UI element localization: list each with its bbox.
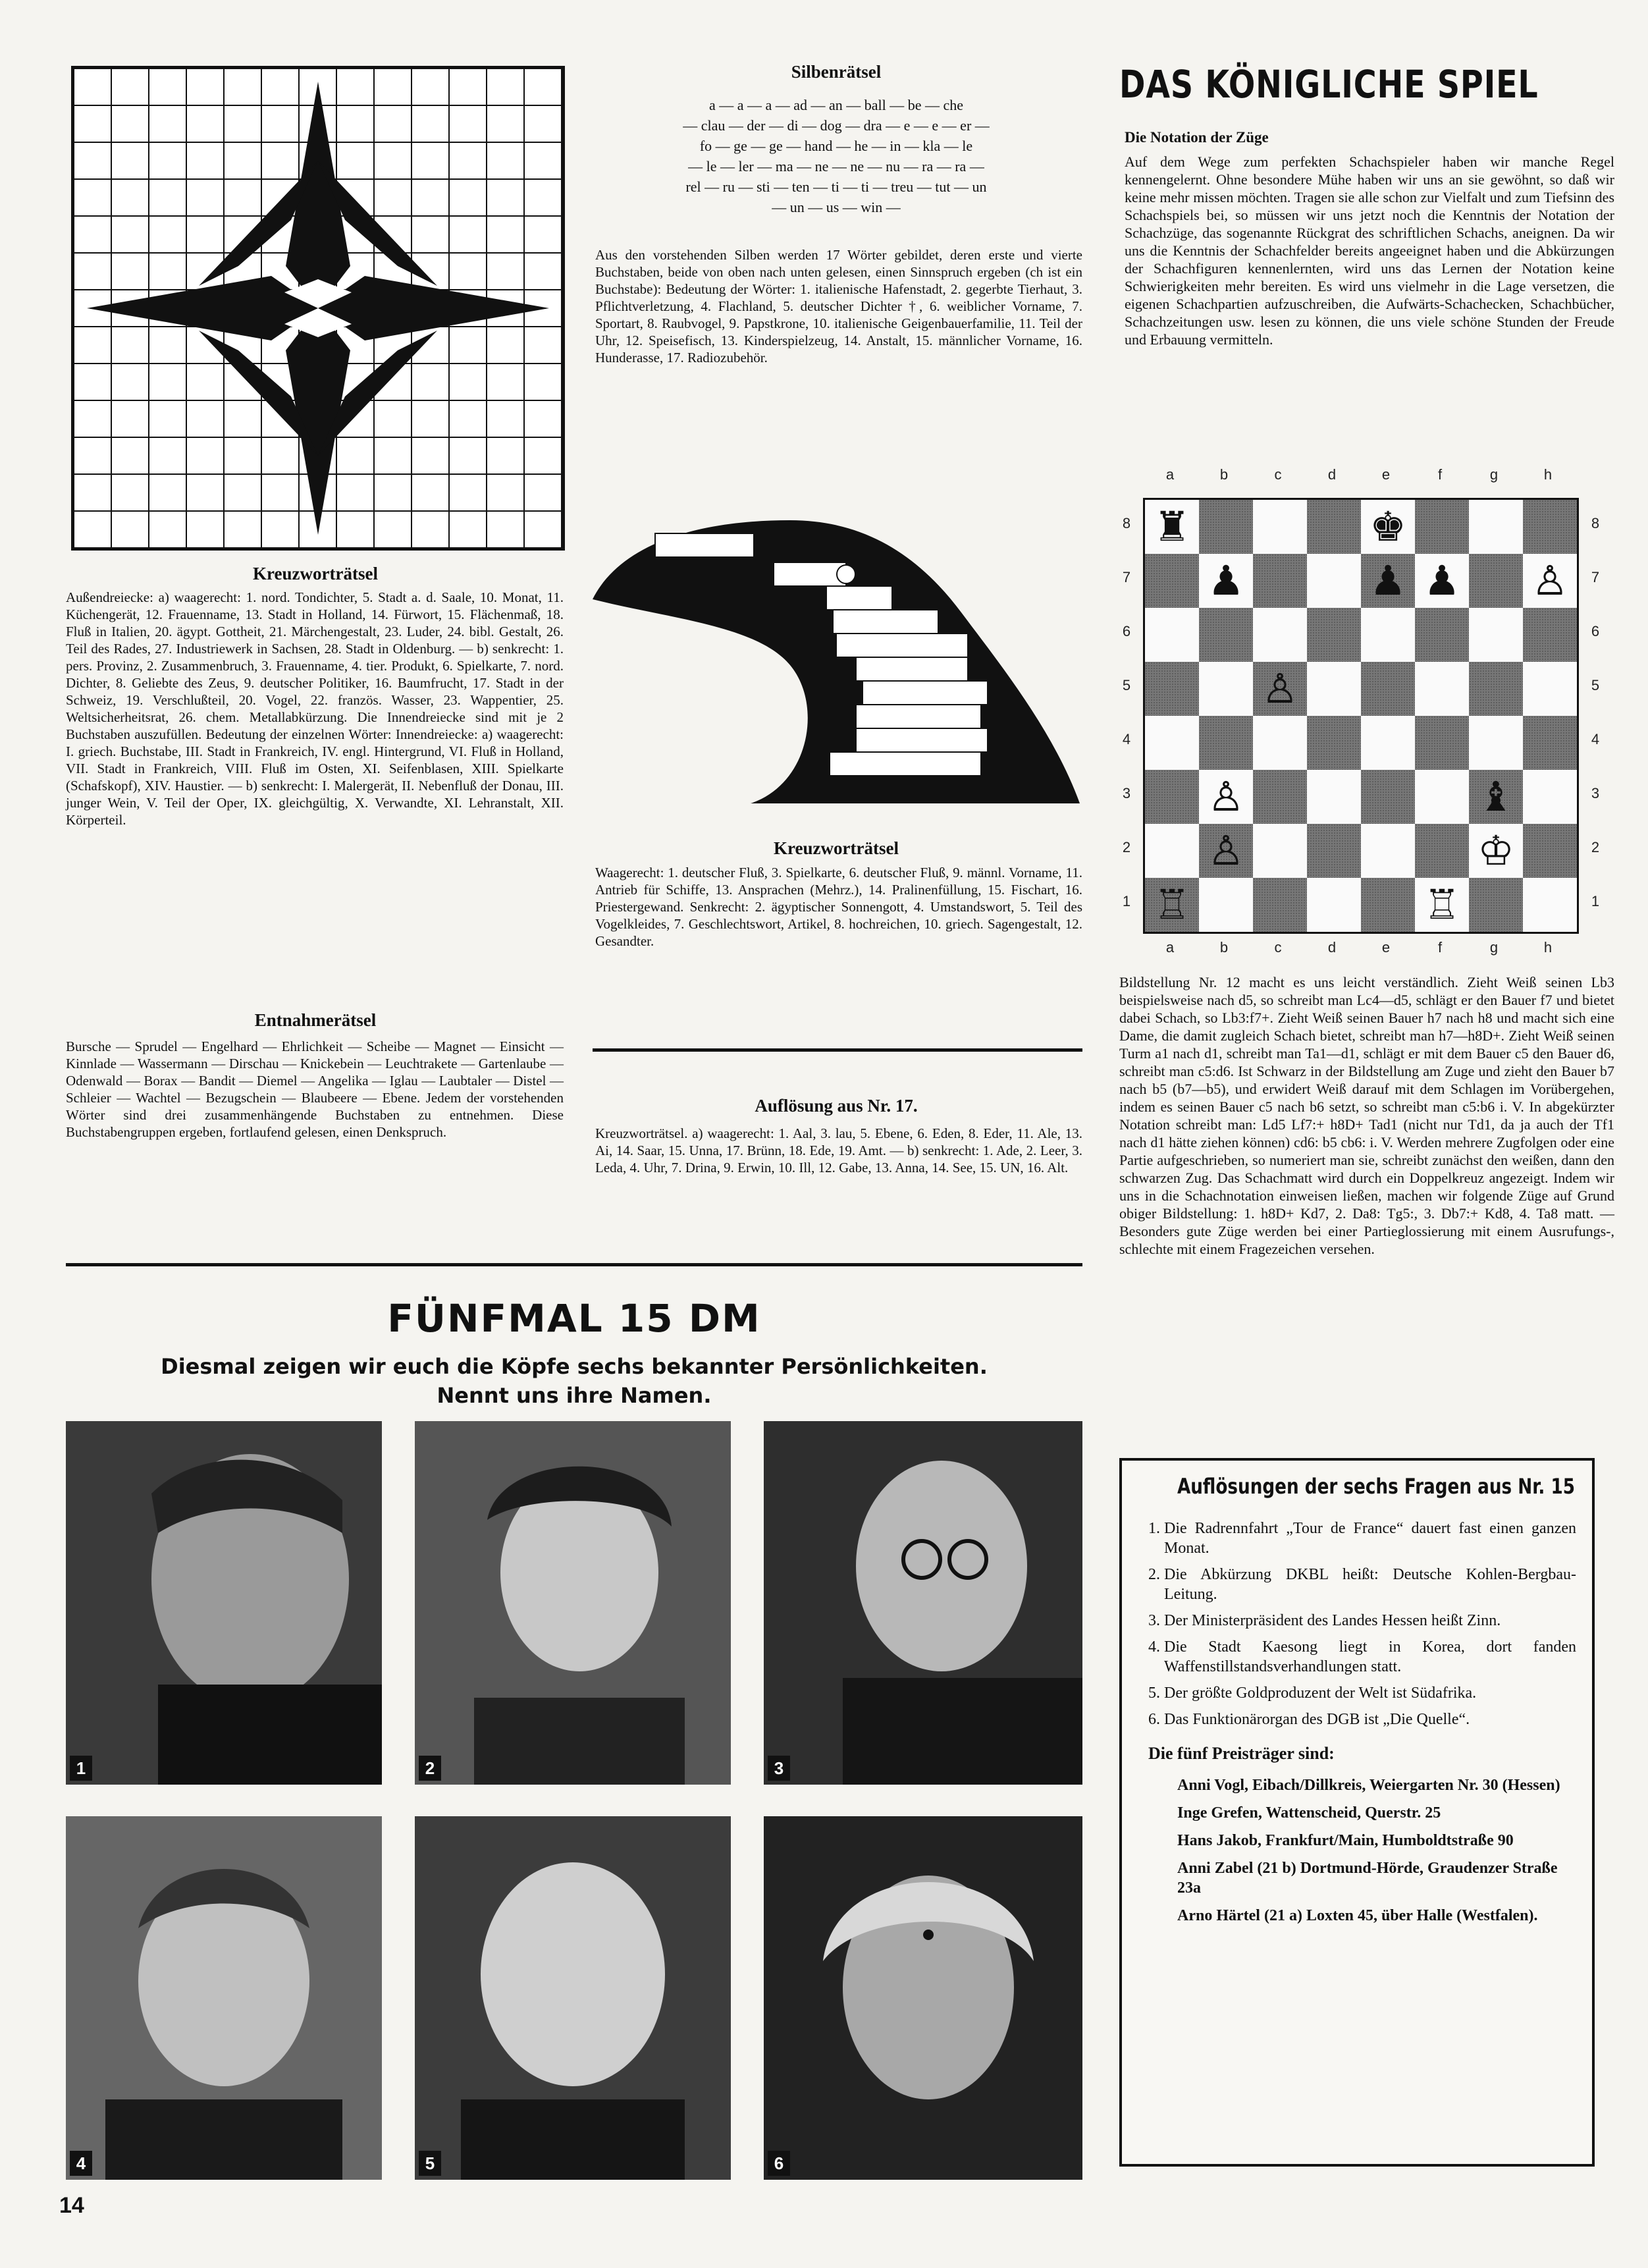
board-square [1145, 608, 1199, 662]
kreuzwort2-text: Waagerecht: 1. deutscher Fluß, 3. Spielkarte, 6. deutscher Fluß, 9. männl. Vorname, 11. Antrieb für Schiffe, 13. Ansprachen (Mehrz.), 14. Pralinenfüllung, 15. Fischart, 16. Priestergewand. Senkrecht: 2. ägyptischer Sonnengott, 4. Umstandswort, 5. Teil des Vogelkleides, 7. Geschlechtswort, Artikel, 8. hochreichen, 10. griech. Sagengestalt, 12. Gesandter. [595, 865, 1082, 949]
page-number: 14 [59, 2193, 84, 2218]
board-square [1469, 608, 1523, 662]
board-square [1469, 824, 1523, 878]
rank-label: 1 [1122, 893, 1131, 909]
chess-piece: ♜ [1154, 502, 1190, 551]
board-files-bottom [1143, 939, 1578, 959]
board-square [1253, 554, 1307, 608]
syllable-line: — le — ler — ma — ne — ne — nu — ra — ra — [688, 158, 984, 175]
board-square [1361, 824, 1415, 878]
answers-title: Auflösungen der sechs Fragen aus Nr. 15 [1177, 1474, 1576, 1499]
file-label: b [1219, 466, 1229, 483]
quiz-title: FÜNFMAL 15 DM [387, 1296, 761, 1341]
board-square [1415, 554, 1469, 608]
answer-item: 1. Die Radrennfahrt „Tour de France“ dauert fast einen ganzen Monat. [1164, 1519, 1576, 1558]
board-square [1415, 716, 1469, 770]
file-label: b [1219, 939, 1229, 956]
photo-number: 6 [768, 2151, 790, 2176]
portrait-photo-4 [66, 1816, 382, 2180]
board-square [1199, 608, 1253, 662]
board-ranks-right [1585, 498, 1605, 930]
answers-box [1119, 1458, 1595, 2167]
file-label: a [1165, 466, 1175, 483]
chess-piece: ♟ [1369, 556, 1406, 605]
silben-syllables [593, 95, 1080, 217]
board-square [1253, 824, 1307, 878]
board-ranks-left [1117, 498, 1136, 930]
entnahme-text: Bursche — Sprudel — Engelhard — Ehrlichkeit — Scheibe — Magnet — Einsicht — Kinnlade — Wassermann — Dirschau — Knickebein — Leuchtrakete — Gartenlaube — Odenwald — Borax — Bandit — Diemel — Angelika — Iglau — Laubtaler — Distel — Schleier — Wachtel — Bezugschein — Blaubeere — Ebene. Jedem der vorstehenden Wörter sind drei zusammenhängende Buchstaben zu entnehmen. Diese Buchstabengruppen ergeben, fortlaufend gelesen, einen Denkspruch. [66, 1039, 564, 1140]
board-square [1307, 500, 1361, 554]
file-label: a [1165, 939, 1175, 956]
board-square [1199, 716, 1253, 770]
board-square [1307, 824, 1361, 878]
photo-number: 5 [419, 2151, 441, 2176]
board-square [1523, 878, 1577, 932]
board-square [1307, 716, 1361, 770]
chess-piece: ♖ [1423, 880, 1460, 929]
chess-intro: Auf dem Wege zum perfekten Schachspieler haben wir manche Regel kennengelernt. Ohne besondere Mühe haben wir uns an sie gewöhnt, so daß wir keine mehr missen möchten. Tragen sie alle schon zur Vielfalt und zum Tiefsinn des Schachspiels bei, so müssen wir uns jetzt noch die Kenntnis der Notation der Schachzüge, das sogenannte Rückgrat des schriftlichen Schachs, aneignen. Da wir uns die Kenntnis der Schachfelder bereits angeeignet haben und die Abkürzungen der Schachfiguren kennenlernten, wird uns das Lernen der Notation keine Schwierigkeiten mehr bereiten. Es wird uns vielmehr in die Lage versetzen, die eigenen Schachpartien aufzuschreiben, die Aufwärts-Schachecken, Schachbücher, Schachzeitungen usw. lesen zu können, die uns viele schöne Stunden der Freude und Erbauung vermitteln. [1125, 153, 1614, 348]
file-label: c [1274, 466, 1282, 483]
star-crossword-grid [71, 66, 565, 551]
portrait-photo-2 [415, 1421, 731, 1785]
rank-label: 7 [1122, 569, 1131, 585]
rank-label: 3 [1122, 785, 1131, 801]
syllable-line: fo — ge — ge — hand — he — in — kla — le [699, 138, 973, 154]
syllable-line: — un — us — win — [772, 199, 901, 215]
board-square [1415, 500, 1469, 554]
board-square [1361, 608, 1415, 662]
board-square [1415, 878, 1469, 932]
board-square [1523, 662, 1577, 716]
file-label: h [1543, 466, 1553, 483]
board-square [1469, 770, 1523, 824]
winner-entry: Arno Härtel (21 a) Loxten 45, über Halle (Westfalen). [1177, 1907, 1538, 1924]
aufloesung-text: Kreuzworträtsel. a) waagerecht: 1. Aal, 3. lau, 5. Ebene, 6. Eden, 8. Eder, 11. Ale, 13. Ai, 14. Saar, 15. Unna, 17. Brünn, 18. Ede, 19. Amt. — b) senkrecht: 1. Ade, 2. Leer, 3. Leda, 4. Uhr, 7. Drina, 9. Erwin, 10. Ill, 12. Gabe, 13. Anna, 14. See, 15. UN, 16. Alt. [595, 1125, 1082, 1175]
chess-piece: ♙ [1531, 556, 1568, 605]
entnahme-title: Entnahmerätsel [254, 1010, 377, 1030]
answer-item: 5. Der größte Goldproduzent der Welt ist Südafrika. [1164, 1683, 1576, 1703]
answers-list [1138, 1519, 1576, 1729]
portrait-photo-5 [415, 1816, 731, 2180]
board-square [1307, 662, 1361, 716]
chess-piece: ♙ [1262, 664, 1298, 713]
chess-subtitle: Die Notation der Züge [1125, 129, 1269, 146]
file-label: d [1327, 939, 1337, 956]
quiz-line1: Diesmal zeigen wir euch die Köpfe sechs bekannter Persönlichkeiten. [161, 1354, 988, 1379]
rank-label: 4 [1591, 731, 1600, 747]
winner-entry: Hans Jakob, Frankfurt/Main, Humboldtstraße 90 [1177, 1832, 1514, 1849]
board-square [1253, 770, 1307, 824]
chess-piece: ♔ [1477, 826, 1514, 875]
chessboard [1143, 498, 1579, 934]
quiz-line2: Nennt uns ihre Namen. [437, 1383, 712, 1408]
board-square [1199, 500, 1253, 554]
board-square [1469, 716, 1523, 770]
winner-entry: Anni Vogl, Eibach/Dillkreis, Weiergarten Nr. 30 (Hessen) [1177, 1777, 1560, 1794]
board-square [1469, 878, 1523, 932]
answer-item: 3. Der Ministerpräsident des Landes Hessen heißt Zinn. [1164, 1611, 1576, 1631]
photo-number: 1 [70, 1756, 92, 1781]
board-square [1523, 824, 1577, 878]
board-square [1145, 716, 1199, 770]
kreuzwort1-title: Kreuzworträtsel [253, 564, 378, 583]
board-square [1253, 716, 1307, 770]
chess-piece: ♙ [1208, 826, 1244, 875]
board-square [1199, 662, 1253, 716]
board-square [1415, 824, 1469, 878]
rank-label: 8 [1591, 515, 1600, 531]
board-square [1469, 554, 1523, 608]
chess-piece: ♙ [1208, 772, 1244, 821]
section-divider [66, 1263, 1082, 1266]
board-square [1145, 500, 1199, 554]
board-square [1253, 662, 1307, 716]
rank-label: 1 [1591, 893, 1600, 909]
kreuzwort1-text: Außendreiecke: a) waagerecht: 1. nord. Tondichter, 5. Stadt a. d. Saale, 10. Monat, 11. Küchengerät, 12. Frauenname, 13. Stadt in Holland, 14. Fürwort, 15. Flächenmaß, 18. Fluß in Italien, 20. ägypt. Gottheit, 21. Märchengestalt, 23. Luder, 24. bibl. Gestalt, 26. Teil des Rades, 27. Industriewerk in Sachsen, 28. Stadt in Oldenburg. — b) senkrecht: 1. pers. Provinz, 2. Zusammenbruch, 3. Frauenname, 4. tier. Produkt, 6. Spielkarte, 7. nord. Dichter, 8. Geliebte des Zeus, 9. deutscher Politiker, 16. Baumfrucht, 17. Stadt in der Schweiz, 19. Verschlußteil, 20. Vogel, 22. französ. Wasser, 23. Wappentier, 25. Weltsicherheitsrat, 26. chem. Metallabkürzung. Die Innendreiecke sind mit je 2 Buchstaben auszufüllen. Bedeutung der einzelnen Wörter: Innendreiecke: a) waagerecht: I. griech. Buchstabe, III. Stadt in Frankreich, IV. engl. Hintergrund, VI. Fluß in Holland, VII. Stadt in Frankreich, VIII. Fluß im Osten, XI. Seifenblasen, XIII. Spielkarte (Schafskopf), XIV. Haustier. — b) senkrecht: I. Malergerät, II. Nebenfluß der Donau, III. junger Wein, V. Teil der Oper, IX. gleichgültig, X. Verwandte, XI. Lehranstalt, XII. Körperteil. [66, 589, 564, 828]
board-square [1415, 608, 1469, 662]
board-square [1523, 716, 1577, 770]
file-label: d [1327, 466, 1337, 483]
board-square [1307, 770, 1361, 824]
file-label: f [1437, 466, 1443, 483]
board-square [1361, 716, 1415, 770]
board-square [1145, 824, 1199, 878]
syllable-line: — clau — der — di — dog — dra — e — e — er — [683, 117, 990, 134]
board-square [1145, 662, 1199, 716]
board-square [1469, 662, 1523, 716]
divider [593, 1048, 1082, 1052]
photo-number: 4 [70, 2151, 92, 2176]
rank-label: 3 [1591, 785, 1600, 801]
bird-crossword [593, 507, 1080, 810]
portrait-photo-6 [764, 1816, 1082, 2180]
board-square [1307, 878, 1361, 932]
answer-item: 6. Das Funktionärorgan des DGB ist „Die Quelle“. [1164, 1710, 1576, 1729]
portrait-photo-3 [764, 1421, 1082, 1785]
chess-piece: ♟ [1423, 556, 1460, 605]
syllable-line: rel — ru — sti — ten — ti — ti — treu — tut — un [685, 178, 987, 195]
board-square [1307, 608, 1361, 662]
chess-title: DAS KÖNIGLICHE SPIEL [1119, 62, 1539, 107]
board-square [1199, 554, 1253, 608]
winner-entry: Inge Grefen, Wattenscheid, Querstr. 25 [1177, 1804, 1441, 1822]
file-label: c [1274, 939, 1282, 956]
chess-piece: ♚ [1369, 502, 1406, 551]
file-label: g [1489, 939, 1499, 956]
rank-label: 2 [1591, 839, 1600, 855]
kreuzwort2-title: Kreuzworträtsel [774, 838, 899, 858]
board-square [1253, 500, 1307, 554]
chess-piece: ♝ [1477, 772, 1514, 821]
board-square [1469, 500, 1523, 554]
board-square [1199, 878, 1253, 932]
answer-item: 2. Die Abkürzung DKBL heißt: Deutsche Kohlen-Bergbau-Leitung. [1164, 1565, 1576, 1604]
chess-body: Bildstellung Nr. 12 macht es uns leicht verständlich. Zieht Weiß seinen Lb3 beispielsweise nach d5, so schreibt man Lc4—d5, schlägt er den Bauer f7 und bietet dabei Schach, so Lb3:f7+. Zieht Weiß seinen Bauer h7 nach h8 und macht sich eine Dame, die damit zugleich Schach bietet, schreibt man h7—h8D+. Zieht Weiß seinen Turm a1 nach d1, schreibt man Ta1—d1, schlägt er mit dem Bauer c5 den Bauer d6, schreibt man c5:d6. Ist Schwarz in der Bildstellung am Zuge und zieht den Bauer b7 nach b5 (b7—b5), und erwidert Weiß darauf mit dem Schlagen im Vorübergehen, indem es seinen Bauer c5 nach b6 setzt, so schreibt man c5:b6 i. V. In abgekürzter Notation schreibt man: Ld5 Lf7:+ h8D+ Tad1 (nicht nur Td1, da ja auch der Tf1 nach d1 hätte ziehen können) cd6: b5 cb6: i. V. Werden mehrere Zugfolgen oder eine Partie aufgeschrieben, so numeriert man sie, schreibt zunächst den weißen, dann den schwarzen Zug. Das Schachmatt wird durch ein Doppelkreuz angezeigt. Indem wir uns in die Schachnotation einweisen ließen, machen wir folgende Züge auf Grund obiger Bildstellung: 1. h8D+ Kd7, 2. Da8: Tg5:, 3. Db7:+ Kd8, 4. Ta8 matt. — Besonders gute Züge werden bei einer Partieglossierung mit einem Ausrufungs-, schlechte mit einem Fragezeichen versehen. [1119, 974, 1614, 1257]
silben-text: Aus den vorstehenden Silben werden 17 Wörter gebildet, deren erste und vierte Buchstaben, beide von oben nach unten gelesen, einen Sinnspruch ergeben (ch ist ein Buchstabe): Bedeutung der Wörter: 1. italienische Hafenstadt, 2. gegerbte Tierhaut, 3. Pflichtverletzung, 4. Flachland, 5. deutscher Dichter †, 6. weiblicher Vorname, 7. Sportart, 8. Raubvogel, 9. Papstkrone, 10. italienische Geigenbauerfamilie, 11. Teil der Uhr, 12. Speisefisch, 13. Kinderspielzeug, 14. Anstalt, 15. männlicher Vorname, 16. Hunderasse, 17. Radiozubehör. [595, 247, 1082, 365]
board-square [1361, 662, 1415, 716]
file-label: e [1381, 939, 1391, 956]
board-square [1361, 554, 1415, 608]
board-square [1253, 608, 1307, 662]
photo-number: 3 [768, 1756, 790, 1781]
aufloesung-title: Auflösung aus Nr. 17. [755, 1096, 918, 1116]
file-label: e [1381, 466, 1391, 483]
rank-label: 7 [1591, 569, 1600, 585]
rank-label: 6 [1122, 623, 1131, 639]
portrait-photo-1 [66, 1421, 382, 1785]
rank-label: 5 [1122, 677, 1131, 693]
file-label: h [1543, 939, 1553, 956]
rank-label: 8 [1122, 515, 1131, 531]
board-square [1523, 500, 1577, 554]
file-label: g [1489, 466, 1499, 483]
board-square [1523, 770, 1577, 824]
board-square [1307, 554, 1361, 608]
file-label: f [1437, 939, 1443, 956]
board-square [1145, 554, 1199, 608]
winners-title: Die fünf Preisträger sind: [1148, 1744, 1335, 1763]
board-square [1523, 554, 1577, 608]
rank-label: 4 [1122, 731, 1131, 747]
rank-label: 5 [1591, 677, 1600, 693]
winner-entry: Anni Zabel (21 b) Dortmund-Hörde, Graudenzer Straße 23a [1177, 1860, 1558, 1897]
board-square [1415, 770, 1469, 824]
board-square [1415, 662, 1469, 716]
board-square [1523, 608, 1577, 662]
rank-label: 6 [1591, 623, 1600, 639]
board-square [1253, 878, 1307, 932]
board-square [1199, 770, 1253, 824]
answer-item: 4. Die Stadt Kaesong liegt in Korea, dort fanden Waffenstillstandsverhandlungen statt. [1164, 1637, 1576, 1677]
board-square [1145, 878, 1199, 932]
photo-number: 2 [419, 1756, 441, 1781]
chess-piece: ♟ [1208, 556, 1244, 605]
board-square [1361, 500, 1415, 554]
rank-label: 2 [1122, 839, 1131, 855]
board-files-top [1143, 466, 1578, 486]
board-square [1199, 824, 1253, 878]
chess-piece: ♖ [1154, 880, 1190, 929]
board-square [1361, 878, 1415, 932]
silben-title: Silbenrätsel [791, 62, 882, 82]
syllable-line: a — a — a — ad — an — ball — be — che [708, 97, 964, 113]
board-square [1361, 770, 1415, 824]
board-square [1145, 770, 1199, 824]
